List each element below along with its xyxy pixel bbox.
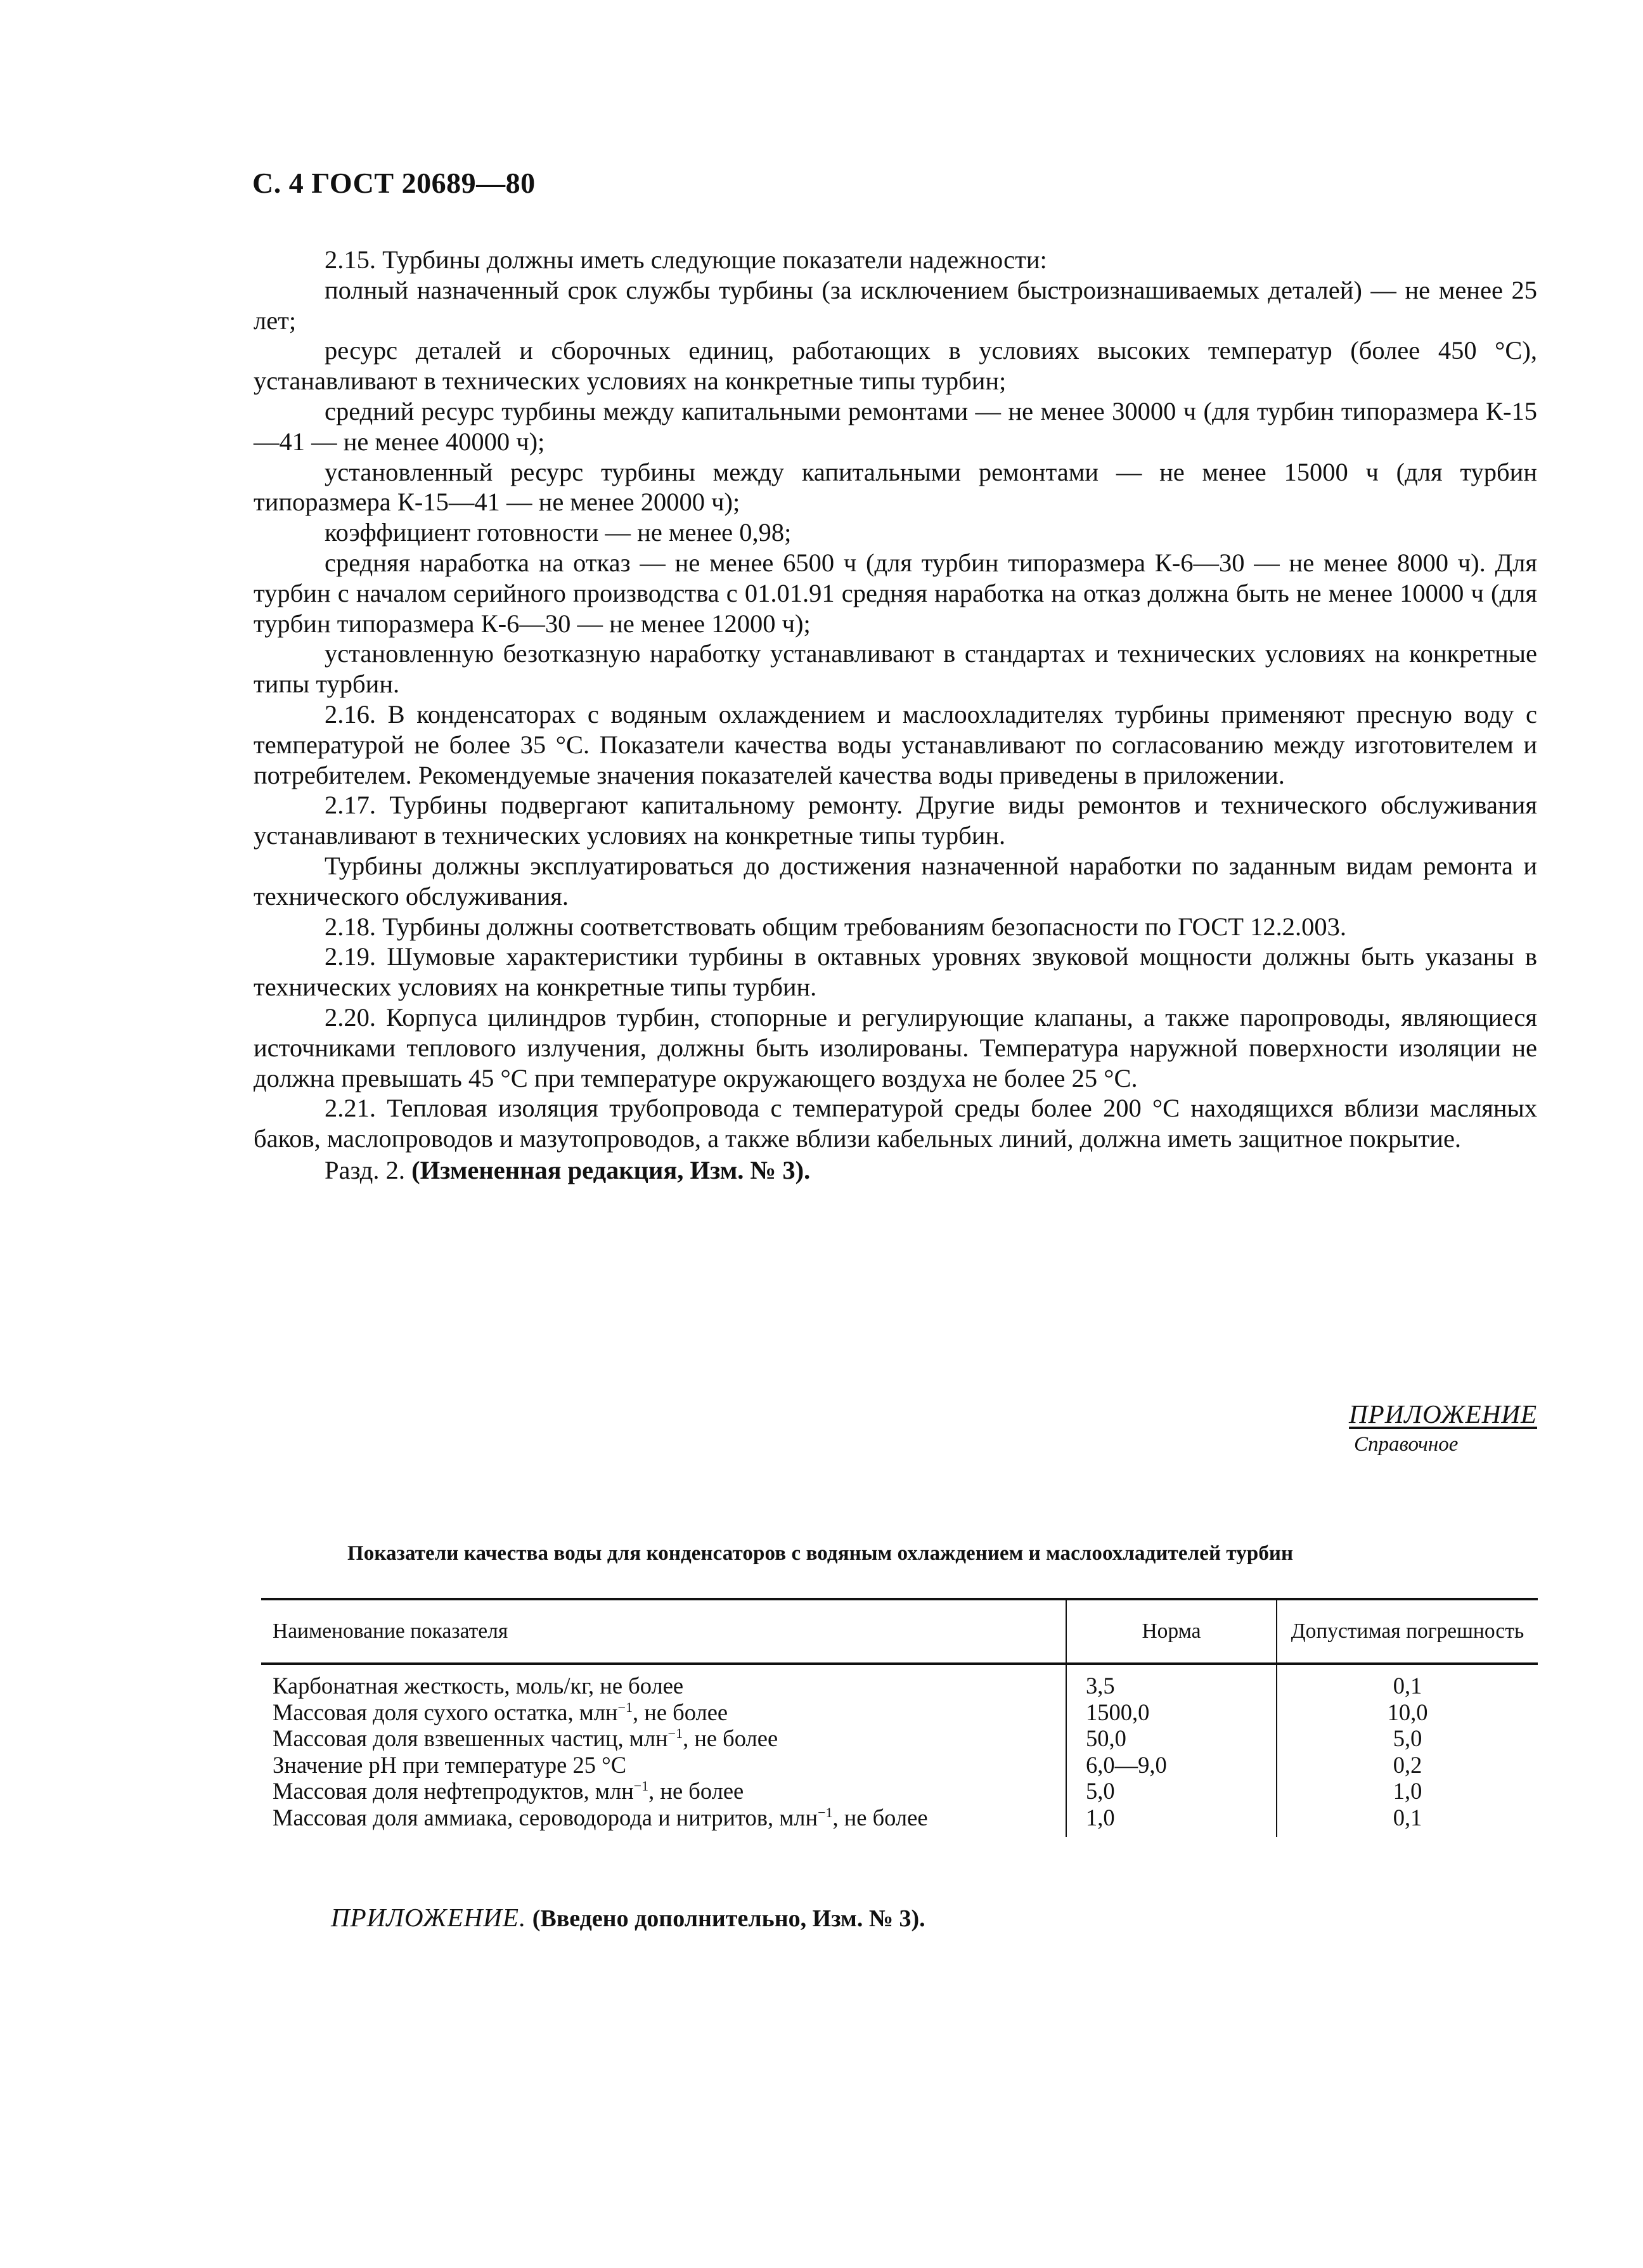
indicator-name: Массовая доля аммиака, сероводорода и нитритов, млн$^{-1}$, не более <box>273 1804 928 1831</box>
tolerance-value: 0,2 <box>1277 1752 1538 1779</box>
paragraph: 2.21. Тепловая изоляция трубопровода с температурой среды более 200 °С находящихся вблизи масляных баков, маслопроводов и мазутопроводов, а также вблизи кабельных линий, должна иметь защитное покрытие. <box>254 1094 1537 1153</box>
indicator-name: Массовая доля взвешенных частиц, млн$^{-1}$, не более <box>273 1725 778 1751</box>
table-header-row <box>261 1599 1538 1664</box>
table-row <box>261 1725 1538 1752</box>
appendix-title: ПРИЛОЖЕНИЕ <box>1349 1399 1537 1429</box>
revision-note-bold: (Измененная редакция, Изм. № 3). <box>411 1155 811 1184</box>
tolerance-value: 0,1 <box>1277 1664 1538 1699</box>
tolerance-value: 10,0 <box>1277 1699 1538 1726</box>
table-caption: Показатели качества воды для конденсаторов с водяным охлаждением и маслоохладителей турбин <box>347 1542 1294 1565</box>
body-text <box>254 245 1537 1186</box>
indicator-name: Массовая доля сухого остатка, млн$^{-1}$, не более <box>273 1699 728 1725</box>
water-quality-table <box>261 1598 1538 1837</box>
paragraph: установленный ресурс турбины между капитальными ремонтами — не менее 15000 ч (для турбин типоразмера К-15—41 — не менее 20000 ч); <box>254 457 1537 517</box>
paragraph: 2.19. Шумовые характеристики турбины в октавных уровнях звуковой мощности должны быть указаны в технических условиях на конкретные типы турбин. <box>254 942 1537 1002</box>
table-row <box>261 1664 1538 1699</box>
indicator-name: Массовая доля нефтепродуктов, млн$^{-1}$, не более <box>273 1777 744 1804</box>
header-tolerance: Допустимая погрешность <box>1277 1599 1538 1664</box>
tolerance-value: 5,0 <box>1277 1725 1538 1752</box>
paragraph: ресурс деталей и сборочных единиц, работающих в условиях высоких температур (более 450 °С), устанавливают в технических условиях на конкретные типы турбин; <box>254 336 1537 396</box>
paragraph: 2.16. В конденсаторах с водяным охлаждением и маслоохладителях турбины применяют пресную воду с температурой не более 35 °С. Показатели качества воды устанавливают по согласованию между изготовителем и потребителем. Рекомендуемые значения показателей качества воды приведены в приложении. <box>254 699 1537 789</box>
norm-value: 3,5 <box>1066 1664 1277 1699</box>
paragraph: полный назначенный срок службы турбины (за исключением быстроизнашиваемых деталей) — не менее 25 лет; <box>254 275 1537 335</box>
paragraph: средний ресурс турбины между капитальными ремонтами — не менее 30000 ч (для турбин типоразмера К-15—41 — не менее 40000 ч); <box>254 396 1537 456</box>
table-row <box>261 1752 1538 1779</box>
paragraph: 2.17. Турбины подвергают капитальному ремонту. Другие виды ремонтов и технического обслуживания устанавливают в технических условиях на конкретные типы турбин. <box>254 791 1537 850</box>
running-head: С. 4 ГОСТ 20689—80 <box>252 167 536 199</box>
paragraph: Турбины должны эксплуатироваться до достижения назначенной наработки по заданным видам ремонта и технического обслуживания. <box>254 851 1537 910</box>
indicator-name: Значение pH при температуре 25 °С <box>273 1751 627 1778</box>
footnote-italic: ПРИЛОЖЕНИЕ. <box>331 1903 527 1932</box>
tolerance-value: 0,1 <box>1277 1805 1538 1837</box>
paragraph: коэффициент готовности — не менее 0,98; <box>325 518 792 547</box>
table-row <box>261 1778 1538 1805</box>
paragraph: 2.18. Турбины должны соответствовать общим требованиям безопасности по ГОСТ 12.2.003. <box>325 912 1347 941</box>
indicator-name: Карбонатная жесткость, моль/кг, не более <box>273 1673 684 1699</box>
norm-value: 1,0 <box>1066 1805 1277 1837</box>
appendix-heading <box>1349 1399 1537 1456</box>
norm-value: 50,0 <box>1066 1725 1277 1752</box>
tolerance-value: 1,0 <box>1277 1778 1538 1805</box>
revision-note <box>254 1155 1537 1186</box>
table-row <box>261 1699 1538 1726</box>
appendix-subtitle: Справочное <box>1354 1433 1459 1456</box>
revision-note-label: Разд. 2. <box>325 1155 412 1184</box>
paragraph: 2.20. Корпуса цилиндров турбин, стопорные и регулирующие клапаны, а также паропроводы, являющиеся источниками теплового излучения, должны быть изолированы. Температура наружной поверхности изоляции не должна превышать 45 °С при температуре окружающего воздуха не более 25 °С. <box>254 1002 1537 1092</box>
paragraph: средняя наработка на отказ — не менее 6500 ч (для турбин типоразмера К-6—30 — не менее 8000 ч). Для турбин с началом серийного производства с 01.01.91 средняя наработка на отказ должна быть не менее 10000 ч (для турбин типоразмера К-6—30 — не менее 12000 ч); <box>254 548 1537 638</box>
paragraph: установленную безотказную наработку устанавливают в стандартах и технических условиях на конкретные типы турбин. <box>254 639 1537 699</box>
appendix-footnote <box>331 1902 925 1933</box>
norm-value: 6,0—9,0 <box>1066 1752 1277 1779</box>
footnote-bold: (Введено дополнительно, Изм. № 3). <box>526 1905 925 1932</box>
norm-value: 5,0 <box>1066 1778 1277 1805</box>
norm-value: 1500,0 <box>1066 1699 1277 1726</box>
paragraph: 2.15. Турбины должны иметь следующие показатели надежности: <box>325 245 1047 274</box>
header-indicator-name: Наименование показателя <box>261 1599 1066 1664</box>
table-row <box>261 1805 1538 1837</box>
header-norm: Норма <box>1066 1599 1277 1664</box>
